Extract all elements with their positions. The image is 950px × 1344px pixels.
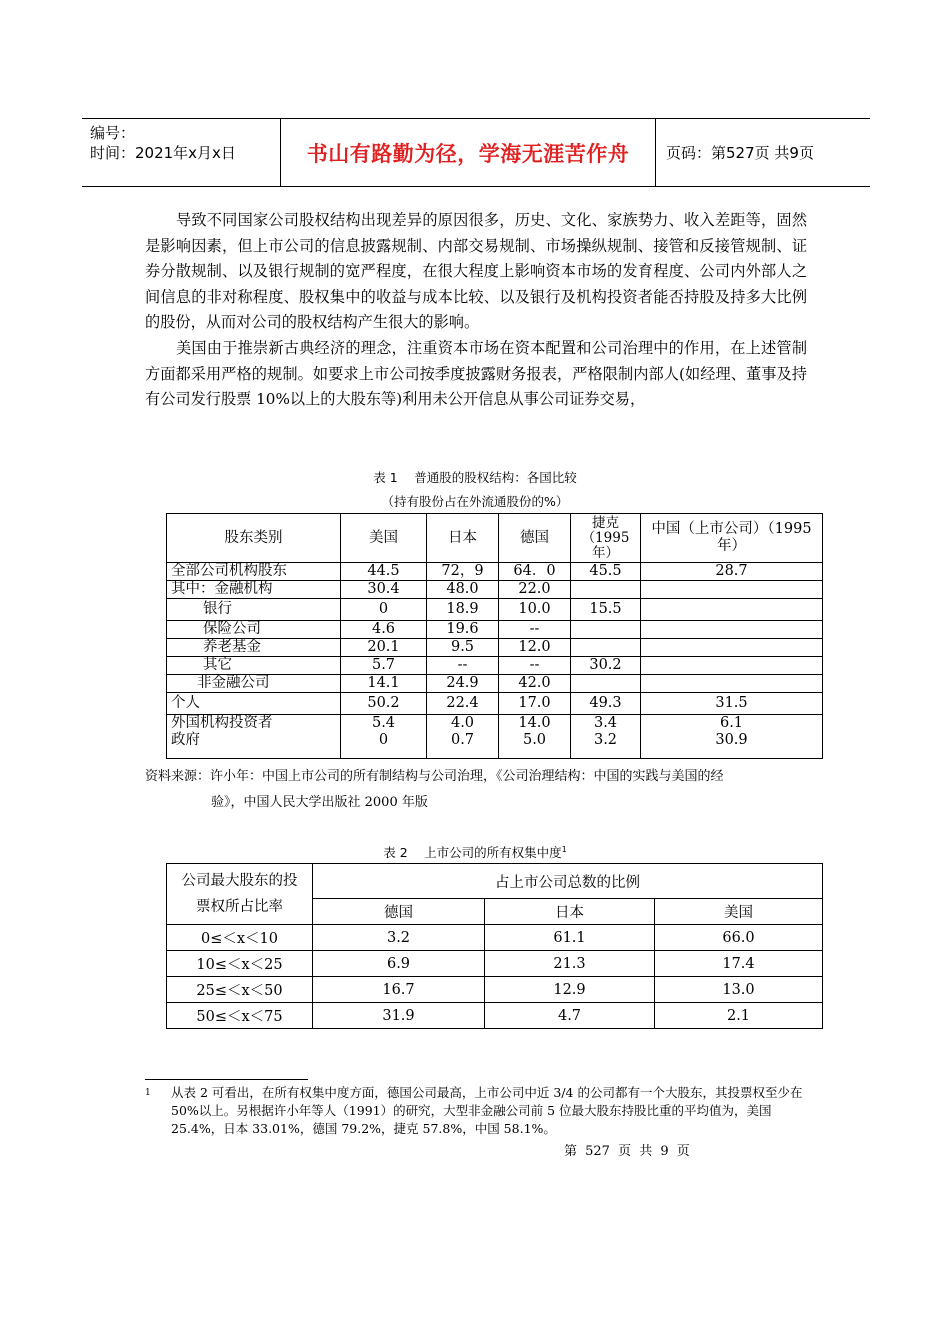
table-cell: 15.5 xyxy=(571,599,641,621)
table1-header-row xyxy=(167,514,823,563)
table-cell: 6.1 xyxy=(641,715,823,733)
table-cell: 22.0 xyxy=(499,581,571,599)
table-cell: 31.9 xyxy=(313,1003,485,1029)
header-meta xyxy=(82,119,281,186)
time-label: 时间：2021年x月x日 xyxy=(90,144,236,162)
table-row xyxy=(167,951,823,977)
table-cell: 全部公司机构股东 xyxy=(167,563,341,581)
table-cell: 12.9 xyxy=(485,977,655,1003)
table-row xyxy=(167,925,823,951)
table2-header-row xyxy=(167,864,823,899)
header-motto: 书山有路勤为径，学海无涯苦作舟 xyxy=(281,119,656,186)
table-row xyxy=(167,675,823,693)
table1-subtitle: （持有股份占在外流通股份的%） xyxy=(381,494,569,509)
table-cell: 2.1 xyxy=(655,1003,823,1029)
table-cell: 个人 xyxy=(167,693,341,715)
table-cell: -- xyxy=(427,657,499,675)
table-cell: 12.0 xyxy=(499,639,571,657)
table-cell: 31.5 xyxy=(641,693,823,715)
table-cell xyxy=(641,599,823,621)
table-cell: 30.9 xyxy=(641,732,823,758)
table-row xyxy=(167,639,823,657)
source-line-1: 资料来源：许小年：中国上市公司的所有制结构与公司治理，《公司治理结构：中国的实践与美国的经 xyxy=(145,769,724,784)
table-cell: 其中：金融机构 xyxy=(167,581,341,599)
table-cell: 保险公司 xyxy=(167,621,341,639)
footnote-text: 从表 2 可看出，在所有权集中度方面，德国公司最高，上市公司中近 3/4 的公司都有一个大股东，其投票权至少在 50%以上。另根据许小年等人（1991）的研究，大型非金融公司前 5 位最大股东持股比重的平均值为，美国 25.4%，日本 33.01%，德国 79.2%，捷克 57.8%，中国 58.1%。 xyxy=(171,1085,803,1136)
table-row xyxy=(167,599,823,621)
table-row xyxy=(167,657,823,675)
table-row xyxy=(167,563,823,581)
table-cell: 22.4 xyxy=(427,693,499,715)
table-row xyxy=(167,621,823,639)
table-cell: 0.7 xyxy=(427,732,499,758)
serial-label: 编号： xyxy=(90,124,136,142)
table-cell: 3.2 xyxy=(313,925,485,951)
table-cell: 30.2 xyxy=(571,657,641,675)
table-cell: 5.4 xyxy=(341,715,427,733)
footnote xyxy=(145,1084,805,1138)
table-cell: 50.2 xyxy=(341,693,427,715)
table-cell xyxy=(641,657,823,675)
table-cell: 49.3 xyxy=(571,693,641,715)
table2-col-header: 德国 xyxy=(313,899,485,925)
table-cell xyxy=(571,639,641,657)
table-cell: 24.9 xyxy=(427,675,499,693)
table-cell: 3.4 xyxy=(571,715,641,733)
table-cell: 6.9 xyxy=(313,951,485,977)
table1-header-cell: 股东类别 xyxy=(167,514,341,563)
table-cell: 养老基金 xyxy=(167,639,341,657)
table-row xyxy=(167,977,823,1003)
footnote-divider xyxy=(145,1079,308,1080)
table1-source xyxy=(145,764,815,816)
table-cell: 13.0 xyxy=(655,977,823,1003)
table-cell: 45.5 xyxy=(571,563,641,581)
table-cell: 0 xyxy=(341,732,427,758)
page-footer: 第 527 页 共 9 页 xyxy=(564,1144,690,1159)
table-row xyxy=(167,715,823,733)
table-cell: 42.0 xyxy=(499,675,571,693)
table-cell: 64．0 xyxy=(499,563,571,581)
table-cell: 28.7 xyxy=(641,563,823,581)
table2-title xyxy=(0,843,950,861)
table-cell: 50≤＜x＜75 xyxy=(167,1003,313,1029)
table-cell: -- xyxy=(499,621,571,639)
table-cell: 20.1 xyxy=(341,639,427,657)
table-cell: 18.9 xyxy=(427,599,499,621)
table-cell: 5.7 xyxy=(341,657,427,675)
table-cell: 17.0 xyxy=(499,693,571,715)
footnote-mark: 1 xyxy=(145,1088,151,1098)
table1-header-cell: 捷克（1995年） xyxy=(571,514,641,563)
table-cell xyxy=(571,621,641,639)
table2-col-header: 美国 xyxy=(655,899,823,925)
table-row xyxy=(167,732,823,758)
table-cell: 66.0 xyxy=(655,925,823,951)
table-cell: 5.0 xyxy=(499,732,571,758)
table-cell: 30.4 xyxy=(341,581,427,599)
table-cell: 其它 xyxy=(167,657,341,675)
table1 xyxy=(166,513,823,759)
source-line-2: 验》，中国人民大学出版社 2000 年版 xyxy=(211,795,428,810)
page-header xyxy=(82,118,870,187)
table-cell: 非金融公司 xyxy=(167,675,341,693)
table-cell: 44.5 xyxy=(341,563,427,581)
table-cell xyxy=(641,581,823,599)
table2-title-text: 表 2 上市公司的所有权集中度 xyxy=(383,845,562,860)
table-cell xyxy=(641,675,823,693)
table-cell: 72，9 xyxy=(427,563,499,581)
table-cell: 4.7 xyxy=(485,1003,655,1029)
table-cell: 48.0 xyxy=(427,581,499,599)
table-cell: 19.6 xyxy=(427,621,499,639)
table-cell: 16.7 xyxy=(313,977,485,1003)
table2-row-header: 公司最大股东的投票权所占比率 xyxy=(167,864,313,925)
table-cell: 10≤＜x＜25 xyxy=(167,951,313,977)
table-cell: 0≤＜x＜10 xyxy=(167,925,313,951)
table-cell: -- xyxy=(499,657,571,675)
table-cell: 17.4 xyxy=(655,951,823,977)
table1-title: 表 1 普通股的股权结构：各国比较 xyxy=(373,470,577,485)
table1-header-cell: 中国（上市公司）（1995 年） xyxy=(641,514,823,563)
table-cell: 14.0 xyxy=(499,715,571,733)
table-cell: 10.0 xyxy=(499,599,571,621)
table1-header-cell: 美国 xyxy=(341,514,427,563)
header-page-label: 页码：第527页 共9页 xyxy=(666,144,814,162)
table-cell: 外国机构投资者 xyxy=(167,715,341,733)
table-cell: 25≤＜x＜50 xyxy=(167,977,313,1003)
table2-footnote-ref[interactable]: 1 xyxy=(561,844,567,854)
table-cell xyxy=(571,581,641,599)
table2 xyxy=(166,863,823,1029)
table-cell xyxy=(641,639,823,657)
table-cell xyxy=(641,621,823,639)
paragraph-1: 导致不同国家公司股权结构出现差异的原因很多，历史、文化、家族势力、收入差距等，固然是影响因素，但上市公司的信息披露规制、内部交易规制、市场操纵规制、接管和反接管规制、证券分散规制、以及银行规制的宽严程度，在很大程度上影响资本市场的发育程度、公司内外部人之间信息的非对称程度、股权集中的收益与成本比较、以及银行及机构投资者能否持股及持多大比例的股份，从而对公司的股权结构产生很大的影响。 xyxy=(145,211,807,332)
table-cell: 9.5 xyxy=(427,639,499,657)
table-cell: 14.1 xyxy=(341,675,427,693)
table1-header-cell: 德国 xyxy=(499,514,571,563)
table1-header-cell: 日本 xyxy=(427,514,499,563)
table-cell: 政府 xyxy=(167,732,341,758)
table-cell: 银行 xyxy=(167,599,341,621)
table-row xyxy=(167,1003,823,1029)
paragraph-2: 美国由于推崇新古典经济的理念，注重资本市场在资本配置和公司治理中的作用，在上述管制方面都采用严格的规制。如要求上市公司按季度披露财务报表，严格限制内部人(如经理、董事及持有公司发行股票 10%以上的大股东等)利用未公开信息从事公司证券交易， xyxy=(145,339,807,409)
table-row xyxy=(167,693,823,715)
table-cell: 4.0 xyxy=(427,715,499,733)
table-cell: 0 xyxy=(341,599,427,621)
table-cell: 4.6 xyxy=(341,621,427,639)
table-cell xyxy=(571,675,641,693)
table2-col-header: 日本 xyxy=(485,899,655,925)
table-cell: 61.1 xyxy=(485,925,655,951)
table-row xyxy=(167,581,823,599)
table2-group-header: 占上市公司总数的比例 xyxy=(313,864,823,899)
table-cell: 3.2 xyxy=(571,732,641,758)
table-cell: 21.3 xyxy=(485,951,655,977)
